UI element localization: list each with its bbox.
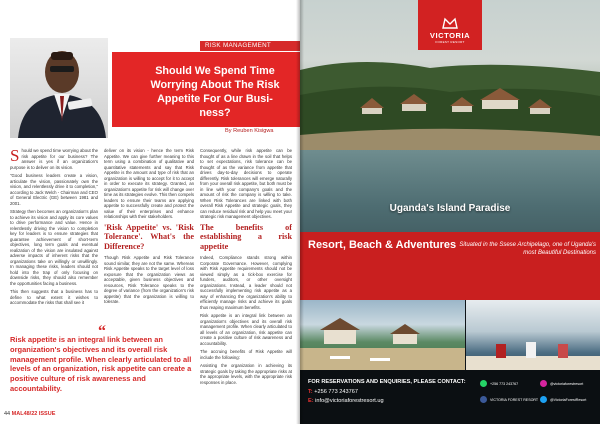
author-portrait [10, 38, 108, 138]
phone-number[interactable]: +256 773 243767 [314, 389, 358, 395]
column-3 [200, 148, 292, 410]
title-line: Should We Spend Time [155, 65, 275, 77]
column-1 [10, 148, 98, 326]
issue-label: MAL48/22 ISSUE [11, 411, 56, 417]
social-facebook[interactable] [480, 396, 538, 403]
title-line: Worrying About The Risk [150, 79, 280, 91]
page-gutter [296, 0, 304, 424]
paragraph: Assisting the organization in achieving its strategic goals by taking the appropriate risks at the appropriate levels, with the appropriate risk responses in place. [200, 363, 292, 385]
email-label: E: [308, 398, 314, 404]
paragraph: "Good business leaders create a vision, articulate the vision, passionately own the vision, and relentlessly drive it to completion," according to Jack Welch - Chairman and CEO of General Electric (GE) between 1981 and 2001. [10, 173, 98, 206]
email-address[interactable]: info@victoriaforestresort.ug [315, 398, 384, 404]
paragraph: The accruing benefits of Risk Appetite will include the following: [200, 349, 292, 360]
paragraph: Risk appetite is an integral link between an organization's objectives and its overall risk management profile. When clearly articulated to all levels of an organization, risk appetite can create a positive culture of risk awareness and accountability. [200, 313, 292, 346]
quote-mark-icon: “ [98, 323, 106, 340]
brand-sub: FOREST RESORT [435, 40, 465, 44]
paragraph: Strategy then becomes an organization's plan to achieve its vision and apply its core values to drive performance and value. Hence in relentlessly driving the vision to completion key for leaders is to ensure strategies that guarantee achievement of short-term objectives, long term goals and eventual realization of the vision are insulated against adverse impacts of inherent risks that the organizations take on willingly or unwillingly. In managing these risks, leaders should not hold into the trap of only focusing on downside risks, they should also remember the opportunities facing a business. [10, 209, 98, 286]
paragraph: This then suggests that a business has to define to what extent it wishes to accommodate the risks that shall see it [10, 289, 98, 305]
paragraph: hould we spend time worrying about the risk appetite for our business? The answer is yes if an organization's purpose is to deliver on its vision. [10, 148, 98, 170]
section-subhead: 'Risk Appetite' vs. 'Risk Tolerance'. What's the Difference? [104, 222, 194, 251]
ad-subline: Situated in the Ssese Archipelago, one of Uganda's most Beautiful Destinations [459, 242, 596, 256]
title-line: Appetite For Our Busi- [157, 93, 273, 105]
section-subhead: The benefits of establishing a risk appetite [200, 222, 292, 251]
beach-photo [300, 300, 465, 370]
social-instagram[interactable] [540, 380, 583, 387]
lake-view-photo [466, 300, 600, 370]
article-title [112, 52, 300, 127]
twitter-icon [540, 396, 547, 403]
instagram-icon [540, 380, 547, 387]
paragraph: Indeed, Compliance stands strong within Corporate Governance. However, complying with Risk Appetite requirements should not be viewed simply as a tick-box exercise for funders, auditors, or other oversight organizations. Instead, a leader should not successfully implementing risk appetite as a way of enhancing the organization's ability to efficiently manage risks and achieve its goals thus reaping maximum benefits. [200, 255, 292, 310]
ad-headline: Resort, Beach & Adventures [308, 239, 457, 251]
category-tag: RISK MANAGEMENT [200, 41, 300, 51]
page-number: 44 [4, 411, 11, 417]
advert-page [300, 0, 600, 424]
phone-label: T: [308, 389, 313, 395]
paragraph: deliver on its vision - hence the term Risk Appetite. We can give further meaning to this term using a combination of qualitative and quantitative statements and say that Risk Appetite is the amount and type of risk that an organization is willing to accept for it to accept in order to execute its strategy. Granted, an organization's appetite for risk will change over time as its strategies evolve. This then compels leaders to ensure their teams are applying appetite to successfully create and protect the value of their enterprises and enhance relationships with their stakeholders. [104, 148, 194, 219]
pull-quote-text: Risk appetite is an integral link between an organization's objectives and its overall risk management profile. When clearly articulated to all levels of an organization, risk appetite can create a positive culture of risk awareness and accountability. [10, 335, 192, 393]
byline: By Reuben Kisigwa [225, 128, 274, 134]
crown-icon [441, 15, 459, 31]
social-text: +256 773 243767 [490, 381, 519, 386]
facebook-icon [480, 396, 487, 403]
social-text: @victoriaforestresort [550, 381, 584, 386]
social-text: VICTORIA FOREST RESORT [490, 397, 539, 402]
whatsapp-icon [480, 380, 487, 387]
resort-logo [418, 0, 482, 50]
ad-headline-band [300, 232, 600, 300]
social-twitter[interactable] [540, 396, 586, 403]
title-line: ness? [199, 107, 231, 119]
contact-heading: FOR RESERVATIONS AND ENQUIRIES, PLEASE CONTACT: [308, 379, 466, 385]
social-whatsapp[interactable] [480, 380, 518, 387]
page-footer [4, 411, 55, 417]
contact-email [308, 398, 384, 404]
brand-name: VICTORIA [429, 31, 471, 40]
paragraph: Though Risk Appetite and Risk Tolerance sound similar, they are not the same. Whereas Risk Appetite speaks to the target level of loss exposure that the organization views as acceptable, given business objectives and resources, Risk Tolerance speaks to the degree of variance (from the organization's risk appetite) that the organization is willing to tolerate. [104, 255, 194, 304]
column-2 [104, 148, 194, 326]
pull-quote [10, 323, 198, 405]
dropcap: S [10, 148, 20, 165]
paragraph: Consequently, while risk appetite can be thought of as a line drawn in the soil that helps to set expectations, risk tolerance can be thought of as the variance from appetite that drives day-to-day decisions to operate differently. Risk tolerances will emerge naturally from your overall risk appetite, but both must be in line with your company's goals and the amount of risk the company is willing to take. When Risk Tolerances are linked with both overall Risk Appetite and strategic goals, they can reduce residual risk and help you meet your strategic risk management objectives. [200, 148, 292, 219]
contact-phone [308, 389, 358, 395]
ad-tagline: Uganda's Island Paradise [389, 203, 511, 214]
social-text: @VictoriaForestResort [550, 397, 587, 402]
